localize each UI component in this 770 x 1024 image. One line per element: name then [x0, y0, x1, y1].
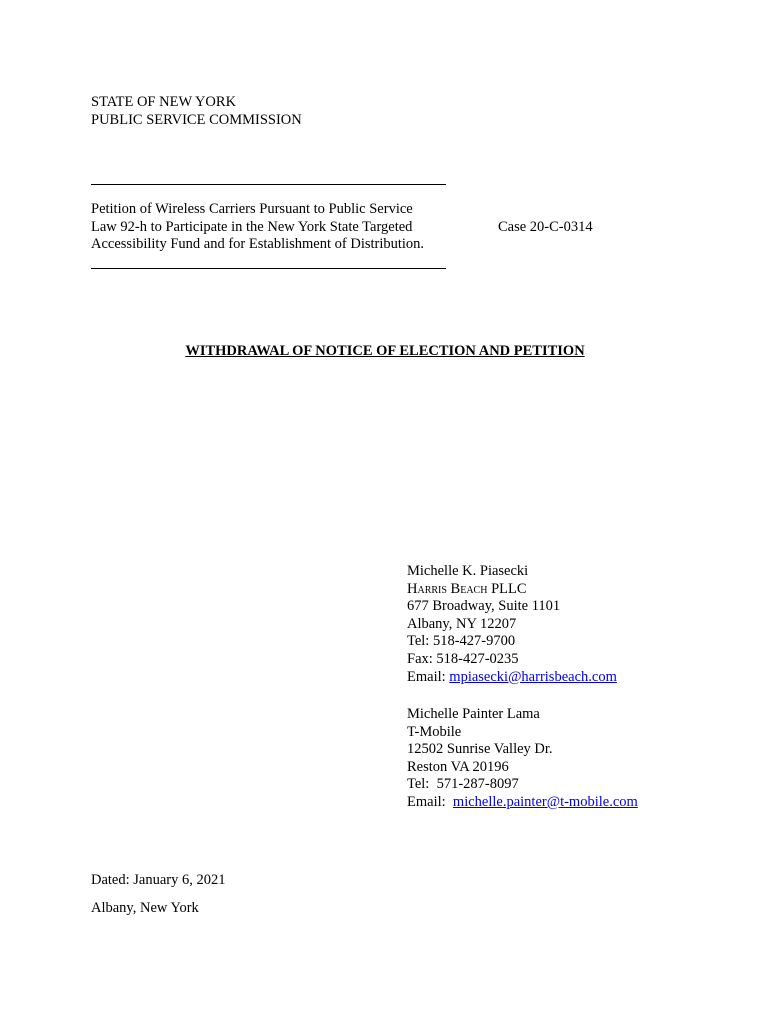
contact-block-t-mobile	[407, 706, 638, 812]
email-link[interactable]: michelle.painter@t-mobile.com	[452, 793, 638, 810]
firm-name: Harris Beach	[407, 580, 488, 597]
caption-bottom-rule	[91, 268, 446, 269]
firm-suffix: PLLC	[491, 580, 527, 597]
contact-address-line-1: 12502 Sunrise Valley Dr.	[407, 741, 553, 758]
contact-block-harris-beach	[407, 563, 617, 686]
contact-address-line-2: Albany, NY 12207	[407, 615, 517, 632]
contact-firm	[407, 581, 617, 599]
case-number: Case 20-C-0314	[498, 219, 593, 235]
email-label: Email:	[407, 668, 450, 685]
contact-firm: T-Mobile	[407, 723, 462, 740]
caption-line-2: Law 92-h to Participate in the New York State Targeted	[91, 218, 413, 235]
contact-name: Michelle Painter Lama	[407, 706, 540, 722]
state-name: STATE OF NEW YORK	[91, 94, 237, 110]
caption-line-3: Accessibility Fund and for Establishment of Distribution.	[91, 236, 425, 253]
contact-fax: Fax: 518-427-0235	[407, 650, 519, 667]
contact-email-row	[407, 794, 638, 812]
contact-address-line-2: Reston VA 20196	[407, 758, 509, 775]
case-caption	[91, 201, 424, 254]
contact-telephone: Tel: 571-287-8097	[407, 776, 519, 793]
commission-name: PUBLIC SERVICE COMMISSION	[91, 111, 302, 128]
contact-telephone: Tel: 518-427-9700	[407, 633, 516, 650]
place-line: Albany, New York	[91, 900, 199, 916]
email-label: Email:	[407, 793, 453, 810]
agency-header	[91, 94, 302, 129]
caption-top-rule	[91, 184, 446, 185]
caption-line-1: Petition of Wireless Carriers Pursuant to Public Service	[91, 201, 413, 217]
email-link[interactable]: mpiasecki@harrisbeach.com	[449, 668, 617, 685]
document-title: WITHDRAWAL OF NOTICE OF ELECTION AND PETITION	[185, 343, 585, 359]
date-line: Dated: January 6, 2021	[91, 872, 226, 888]
contact-address-line-1: 677 Broadway, Suite 1101	[407, 598, 561, 615]
contact-name: Michelle K. Piasecki	[407, 563, 529, 579]
contact-email-row	[407, 669, 617, 687]
